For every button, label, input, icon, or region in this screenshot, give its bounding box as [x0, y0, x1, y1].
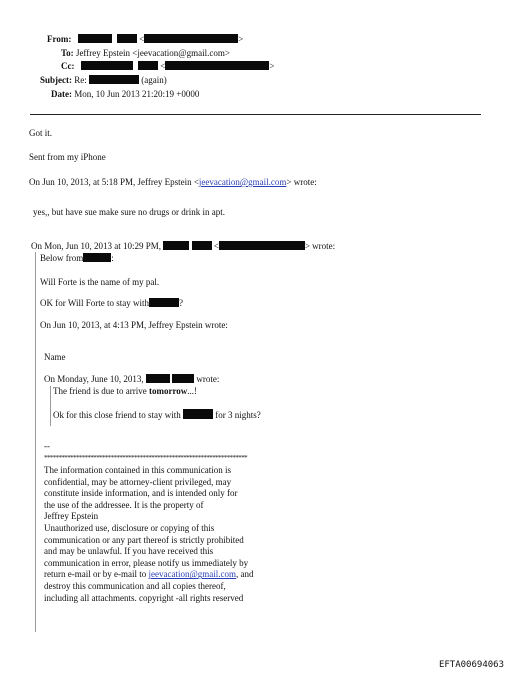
- redaction-block: [172, 374, 194, 383]
- header-date-row: [51, 89, 199, 100]
- redaction-block: [144, 34, 238, 43]
- signature-dashes: --: [44, 441, 50, 451]
- name-line: Name: [44, 352, 66, 362]
- ok-for-suffix: ?: [178, 298, 183, 308]
- cc-bracket-open: <: [160, 61, 166, 71]
- disclaimer-line: the use of the addressee. It is the property of: [44, 499, 204, 510]
- redaction-block: [81, 61, 133, 70]
- quote-header-1: [29, 177, 317, 188]
- below-from-line: [40, 253, 114, 264]
- disclaimer-line: Unauthorized use, disclosure or copying of this: [44, 522, 215, 533]
- quote4-prefix: On Monday, June 10, 2013,: [44, 374, 144, 384]
- to-value: Jeffrey Epstein <jeevacation@gmail.com>: [75, 48, 230, 58]
- from-bracket-close: >: [238, 34, 244, 44]
- header-from-row: [47, 34, 243, 45]
- quote-bar: [50, 386, 51, 426]
- header-subject-row: [40, 75, 167, 86]
- redaction-block: [149, 298, 179, 307]
- header-cc-row: [61, 61, 274, 72]
- quote-header-3: On Jun 10, 2013, at 4:13 PM, Jeffrey Epstein wrote:: [40, 320, 228, 330]
- from-label: From:: [47, 34, 72, 44]
- redaction-block: [78, 34, 112, 43]
- redaction-block: [83, 253, 111, 262]
- will-forte-line: Will Forte is the name of my pal.: [40, 277, 160, 287]
- redaction-block: [183, 409, 213, 419]
- disclaimer-line: destroy this communication and all copies thereof,: [44, 580, 226, 591]
- quote2-suffix: > wrote:: [304, 241, 336, 251]
- quote2-prefix: On Mon, Jun 10, 2013 at 10:29 PM,: [31, 241, 162, 251]
- date-label: Date:: [51, 89, 72, 99]
- subject-label: Subject:: [40, 75, 72, 85]
- below-from-text: Below from: [40, 253, 84, 263]
- quote2-bracket: <: [213, 241, 219, 251]
- disclaimer-line: Jeffrey Epstein: [44, 511, 99, 522]
- disclaimer-line: including all attachments. copyright -all rights reserved: [44, 592, 244, 603]
- quote1-suffix: > wrote:: [286, 177, 317, 187]
- reply-text-1: yes,, but have sue make sure no drugs or drink in apt.: [33, 207, 225, 217]
- disclaimer-email-prefix: return e-mail or by e-mail to: [44, 569, 147, 580]
- email-link[interactable]: jeevacation@gmail.com: [198, 177, 287, 187]
- disclaimer-email-line: [44, 569, 253, 581]
- cc-label: Cc:: [61, 61, 75, 71]
- quote-header-2: [31, 241, 335, 252]
- redaction-block: [219, 241, 305, 250]
- disclaimer-line: The information contained in this communication is: [44, 465, 231, 475]
- friend-due-suffix: ...!: [187, 386, 198, 396]
- redaction-block: [146, 374, 170, 383]
- cc-bracket-close: >: [269, 61, 275, 71]
- disclaimer-line: confidential, may be attorney-client privileged, may: [44, 476, 232, 487]
- from-bracket-open: <: [139, 34, 145, 44]
- friend-due-line: [53, 386, 197, 397]
- quote-bar: [35, 252, 36, 632]
- quote1-prefix: On Jun 10, 2013, at 5:18 PM, Jeffrey Epstein <: [29, 177, 199, 187]
- friend-due-prefix: The friend is due to arrive: [53, 386, 147, 396]
- body-line-sent-from: Sent from my iPhone: [29, 152, 106, 162]
- ok-close-prefix: Ok for this close friend to stay with: [53, 410, 181, 420]
- disclaimer-line: communication in error, please notify us immediately by: [44, 557, 249, 568]
- redaction-block: [192, 241, 212, 250]
- disclaimer-line: and may be unlawful. If you have received this: [44, 546, 214, 557]
- to-label: To:: [61, 48, 74, 58]
- ok-close-suffix: for 3 nights?: [215, 410, 261, 420]
- quote4-suffix: wrote:: [196, 374, 220, 384]
- below-from-colon: :: [111, 253, 114, 263]
- ok-for-line: [40, 298, 183, 309]
- email-link[interactable]: jeevacation@gmail.com: [148, 569, 236, 580]
- disclaimer-line: communication or any part thereof is strictly prohibited: [44, 534, 244, 545]
- disclaimer-line: constitute inside information, and is intended only for: [44, 488, 238, 499]
- friend-due-bold: tomorrow: [148, 386, 188, 396]
- header-to-row: [61, 48, 230, 59]
- disclaimer-email-suffix: , and: [235, 569, 254, 580]
- header-divider: [30, 114, 481, 115]
- ok-close-friend-line: [53, 409, 261, 421]
- quote-header-4: [44, 374, 219, 385]
- document-id: EFTA00694063: [438, 660, 504, 670]
- redaction-block: [89, 75, 139, 84]
- disclaimer-stars: **********************************************************************: [44, 454, 248, 462]
- redaction-block: [165, 61, 269, 70]
- body-line-got-it: Got it.: [29, 128, 53, 138]
- subject-suffix: (again): [141, 75, 167, 85]
- date-value: Mon, 10 Jun 2013 21:20:19 +0000: [74, 89, 200, 99]
- subject-prefix: Re:: [74, 75, 87, 85]
- ok-for-prefix: OK for Will Forte to stay with: [40, 298, 149, 308]
- redaction-block: [138, 61, 158, 70]
- redaction-block: [117, 34, 137, 43]
- disclaimer-block: [44, 465, 253, 604]
- redaction-block: [163, 241, 189, 250]
